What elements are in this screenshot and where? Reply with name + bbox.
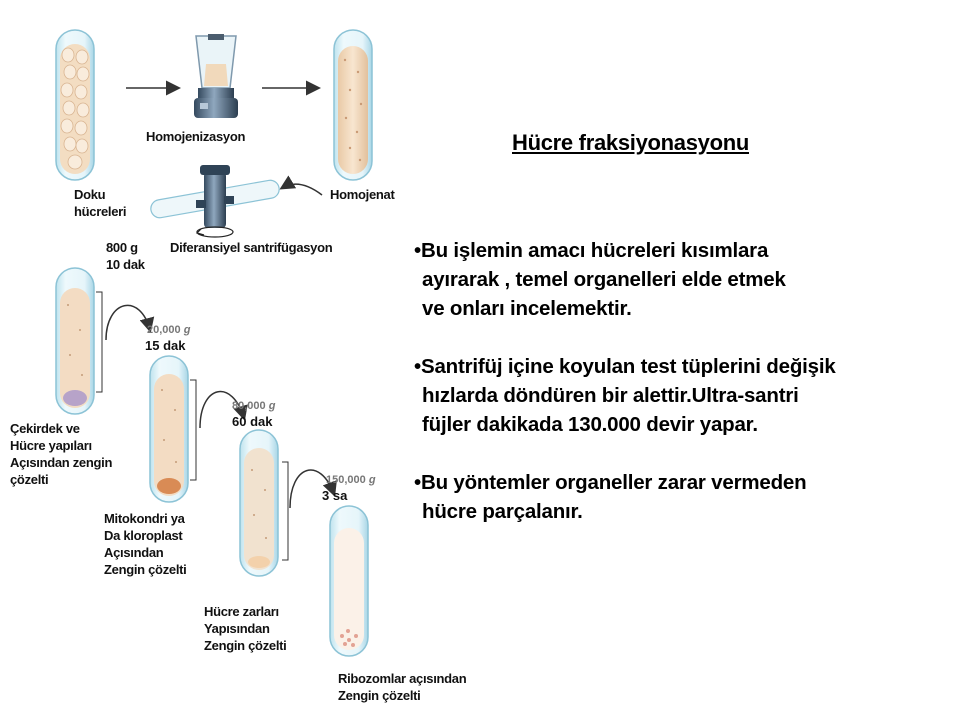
homogenization-label: Homojenizasyon: [146, 129, 246, 144]
fraction-result-1: Çekirdek ve Hücre yapıları Açısından zengin çözelti: [10, 421, 113, 487]
fraction-result-4: Ribozomlar açısından Zengin çözelti: [338, 671, 467, 703]
fraction-tube-4: [330, 506, 368, 656]
speed-label-1: 800 g 10 dak: [106, 240, 145, 272]
tissue-tube: [56, 30, 94, 180]
blender-icon: [194, 34, 238, 118]
time-label-3: 60 dak: [232, 414, 273, 429]
page-title: Hücre fraksiyonasyonu: [512, 130, 750, 155]
fraction-tube-1: [56, 268, 102, 414]
time-label-2: 15 dak: [145, 338, 186, 353]
tissue-cells-label: Doku hücreleri: [74, 187, 127, 219]
paragraph-2: •Santrifüj içine koyulan test tüplerini değişik hızlarda döndüren bir alettir.Ultra-santri füjler dakikada 130.000 devir yapar.: [414, 355, 836, 436]
fraction-result-3: Hücre zarları Yapısından Zengin çözelti: [204, 604, 287, 653]
fraction-result-2: Mitokondri ya Da kloroplast Açısından Zengin çözelti: [104, 511, 187, 577]
speed-label-3: 80,000 g: [232, 400, 276, 412]
speed-label-4: 150,000 g: [326, 474, 376, 486]
paragraph-1: •Bu işlemin amacı hücreleri kısımlara ayırarak , temel organelleri elde etmek ve onları incelemektir.: [414, 239, 786, 320]
arrow-3: [282, 184, 322, 195]
centrifuge-icon: [149, 165, 280, 237]
paragraph-3: •Bu yöntemler organeller zarar vermeden hücre parçalanır.: [414, 471, 807, 523]
speed-label-2: 20,000 g: [147, 324, 191, 336]
arrow-4: [106, 305, 150, 340]
centrifugation-label: Diferansiyel santrifügasyon: [170, 240, 333, 255]
time-label-4: 3 sa: [322, 488, 348, 503]
fraction-tube-3: [240, 430, 288, 576]
homogenate-tube: [334, 30, 372, 180]
homogenate-label: Homojenat: [330, 187, 395, 202]
fraction-tube-2: [150, 356, 196, 502]
